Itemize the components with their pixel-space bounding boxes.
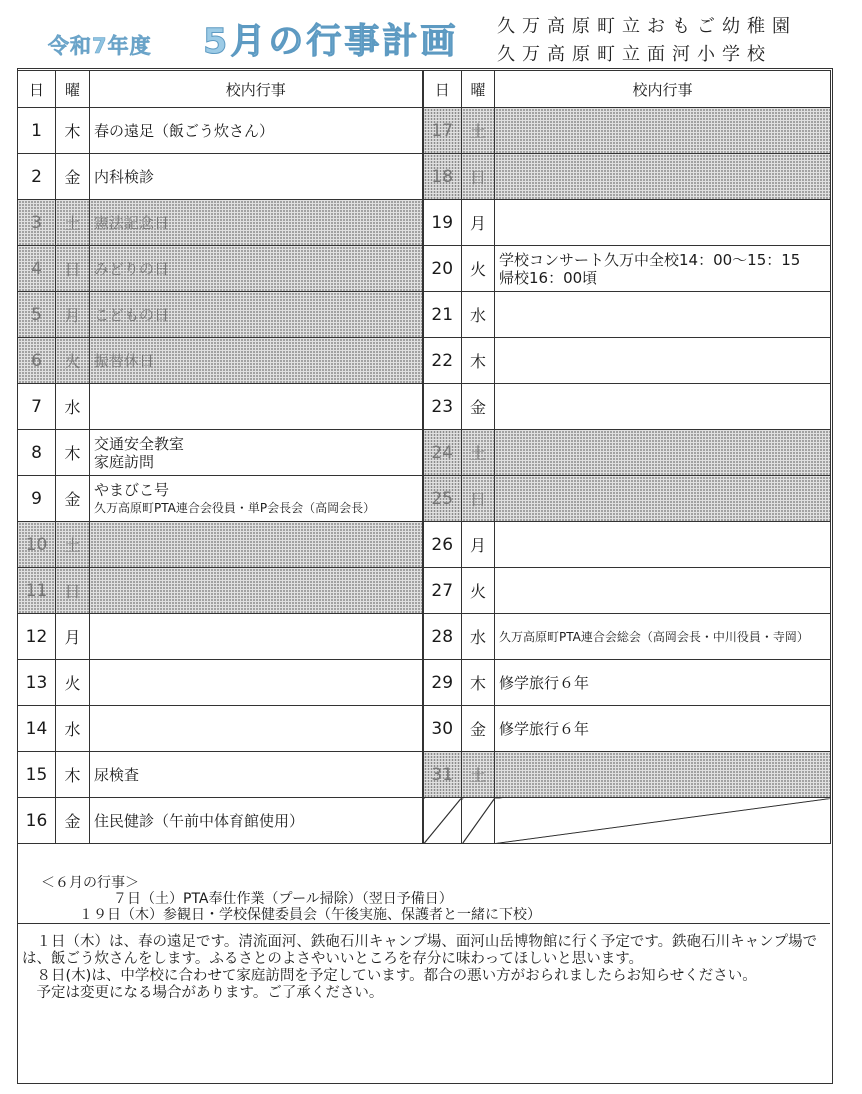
june-title: ＜６月の行事＞: [41, 875, 139, 891]
weekday-cell: 金: [56, 154, 90, 200]
weekday-cell: 日: [56, 246, 90, 292]
weekday-cell: 金: [56, 798, 90, 844]
event-cell: [90, 338, 423, 384]
event-cell: [90, 200, 423, 246]
event-cell: [90, 752, 423, 798]
event-text: 住民健診（午前中体育館使用）: [94, 811, 305, 830]
event-text: 尿検査: [94, 765, 140, 784]
table-row: [18, 660, 831, 706]
day-cell: 11: [18, 568, 56, 614]
weekday-cell: 土: [462, 752, 495, 798]
weekday-cell: 土: [56, 522, 90, 568]
day-cell: 7: [18, 384, 56, 430]
day-cell: 28: [423, 614, 462, 660]
event-cell: [90, 292, 423, 338]
note-paragraph: １日（木）は、春の遠足です。清流面河、鉄砲石川キャンプ場、面河山岳博物館に行く予定です。鉄砲石川キャンプ場では、飯ごう炊さんをします。ふるさとのよさやいいところを存分に味わってほしいと思います。: [22, 934, 818, 967]
event-cell: [495, 384, 831, 430]
event-cell: [495, 200, 831, 246]
day-cell: 12: [18, 614, 56, 660]
weekday-cell: 金: [56, 476, 90, 522]
day-cell: 8: [18, 430, 56, 476]
weekday-cell: 木: [462, 660, 495, 706]
event-cell: [90, 706, 423, 752]
weekday-cell: 水: [56, 384, 90, 430]
event-text: 修学旅行６年: [499, 719, 590, 738]
weekday-cell: 月: [462, 522, 495, 568]
col-header-day: 日: [423, 71, 462, 108]
table-row: [18, 614, 831, 660]
event-text: みどりの日: [94, 259, 170, 278]
col-header-day: 日: [18, 71, 56, 108]
day-cell: 24: [423, 430, 462, 476]
weekday-cell: 火: [462, 568, 495, 614]
table-row: [18, 154, 831, 200]
event-cell: [495, 614, 831, 660]
day-cell: 17: [423, 108, 462, 154]
event-cell: [495, 752, 831, 798]
weekday-cell: 金: [462, 706, 495, 752]
event-cell: [495, 522, 831, 568]
event-cell: [90, 384, 423, 430]
event-text: 交通安全教室: [94, 434, 185, 453]
weekday-cell: 土: [56, 200, 90, 246]
day-cell: 27: [423, 568, 462, 614]
event-text: 春の遠足（飯ごう炊さん）: [94, 121, 275, 140]
event-text: 帰校16：00頃: [499, 268, 598, 287]
june-item: １９日（木）参観日・学校保健委員会（午後実施、保護者と一緒に下校）: [79, 907, 541, 923]
event-text: 久万高原町PTA連合会総会（高岡会長・中川役員・寺岡）: [499, 629, 809, 644]
notes-section: [22, 934, 828, 1002]
event-cell: [495, 430, 831, 476]
weekday-cell: 土: [462, 108, 495, 154]
day-cell: 2: [18, 154, 56, 200]
event-cell: [90, 154, 423, 200]
event-text: 家庭訪問: [94, 452, 155, 471]
event-text: 憲法記念日: [94, 213, 170, 232]
table-header-row: [18, 71, 831, 108]
table-row: [18, 292, 831, 338]
event-cell: [90, 246, 423, 292]
event-text: 学校コンサート久万中全校14：00～15：15: [499, 250, 801, 269]
weekday-cell: 木: [56, 752, 90, 798]
event-cell: [495, 568, 831, 614]
event-text: 久万高原町PTA連合会役員・単P会長会（高岡会長）: [94, 500, 376, 515]
event-cell: [90, 798, 423, 844]
day-cell: 6: [18, 338, 56, 384]
day-cell: 4: [18, 246, 56, 292]
page-header: [0, 0, 862, 66]
day-cell: 29: [423, 660, 462, 706]
empty-event-cell: [495, 798, 831, 844]
day-cell: 3: [18, 200, 56, 246]
col-header-events: 校内行事: [90, 71, 423, 108]
weekday-cell: 月: [56, 614, 90, 660]
day-cell: 21: [423, 292, 462, 338]
page-title: 5月の行事計画: [203, 22, 459, 62]
event-cell: [495, 108, 831, 154]
day-cell: 9: [18, 476, 56, 522]
day-cell: 10: [18, 522, 56, 568]
table-row: [18, 706, 831, 752]
day-cell: 16: [18, 798, 56, 844]
weekday-cell: 火: [56, 660, 90, 706]
event-text: 内科検診: [94, 167, 155, 186]
event-cell: [495, 660, 831, 706]
table-row: [18, 338, 831, 384]
fiscal-year: 令和7年度: [48, 34, 152, 58]
table-row: [18, 752, 831, 798]
note-paragraph: 予定は変更になる場合があります。ご了承ください。: [36, 985, 384, 1001]
day-cell: 5: [18, 292, 56, 338]
event-cell: [495, 338, 831, 384]
day-cell: 26: [423, 522, 462, 568]
weekday-cell: 木: [56, 430, 90, 476]
event-text: やまびこ号: [94, 480, 170, 499]
event-cell: [90, 430, 423, 476]
weekday-cell: 水: [56, 706, 90, 752]
kindergarten-name: 久万高原町立おもご幼稚園: [497, 16, 797, 37]
event-cell: [90, 660, 423, 706]
weekday-cell: 火: [56, 338, 90, 384]
weekday-cell: 火: [462, 246, 495, 292]
weekday-cell: 日: [56, 568, 90, 614]
weekday-cell: 木: [462, 338, 495, 384]
col-header-events: 校内行事: [495, 71, 831, 108]
weekday-cell: 日: [462, 154, 495, 200]
table-row: [18, 384, 831, 430]
day-cell: 25: [423, 476, 462, 522]
table-row: [18, 108, 831, 154]
event-cell: [90, 108, 423, 154]
event-cell: [495, 706, 831, 752]
schedule-table: [17, 70, 831, 844]
day-cell: 31: [423, 752, 462, 798]
table-row: [18, 430, 831, 476]
event-cell: [90, 568, 423, 614]
day-cell: 23: [423, 384, 462, 430]
weekday-cell: 日: [462, 476, 495, 522]
weekday-cell: 木: [56, 108, 90, 154]
table-row: [18, 246, 831, 292]
weekday-cell: 金: [462, 384, 495, 430]
event-cell: [90, 522, 423, 568]
table-row: [18, 798, 831, 844]
table-row: [18, 522, 831, 568]
day-cell: 15: [18, 752, 56, 798]
weekday-cell: 月: [56, 292, 90, 338]
event-cell: [495, 154, 831, 200]
day-cell: 22: [423, 338, 462, 384]
col-header-weekday: 曜: [462, 71, 495, 108]
event-cell: [495, 476, 831, 522]
event-cell: [495, 246, 831, 292]
school-name: 久万高原町立面河小学校: [497, 44, 772, 65]
event-cell: [495, 292, 831, 338]
day-cell: 30: [423, 706, 462, 752]
weekday-cell: 水: [462, 614, 495, 660]
table-row: [18, 476, 831, 522]
col-header-weekday: 曜: [56, 71, 90, 108]
table-row: [18, 200, 831, 246]
empty-day-cell: [423, 798, 462, 844]
event-text: 振替休日: [94, 351, 155, 370]
empty-weekday-cell: [462, 798, 495, 844]
event-text: 修学旅行６年: [499, 673, 590, 692]
weekday-cell: 水: [462, 292, 495, 338]
day-cell: 14: [18, 706, 56, 752]
day-cell: 18: [423, 154, 462, 200]
note-paragraph: ８日(木)は、中学校に合わせて家庭訪問を予定しています。都合の悪い方がおられましたらお知らせください。: [36, 968, 757, 984]
day-cell: 19: [423, 200, 462, 246]
weekday-cell: 土: [462, 430, 495, 476]
day-cell: 20: [423, 246, 462, 292]
event-text: こどもの日: [94, 305, 170, 324]
june-events: [17, 872, 830, 922]
june-item: ７日（土）PTA奉仕作業（プール掃除）（翌日予備日）: [113, 891, 453, 907]
day-cell: 1: [18, 108, 56, 154]
event-cell: [90, 476, 423, 522]
event-cell: [90, 614, 423, 660]
table-row: [18, 568, 831, 614]
section-divider: [17, 923, 830, 924]
weekday-cell: 月: [462, 200, 495, 246]
day-cell: 13: [18, 660, 56, 706]
